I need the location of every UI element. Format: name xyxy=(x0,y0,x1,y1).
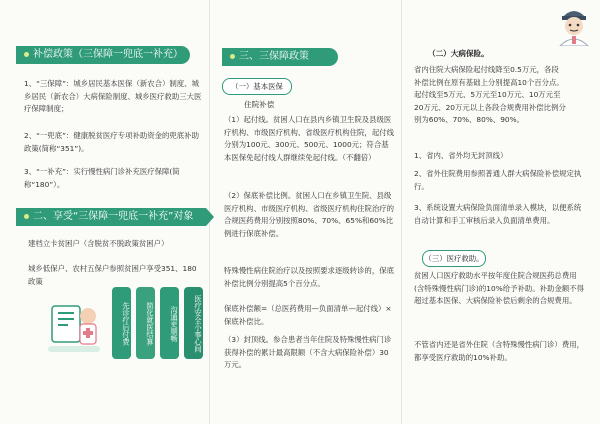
feature-tile: 医疗安全小事心间 xyxy=(184,287,203,359)
section-banner-policy xyxy=(16,46,190,64)
paragraph: 不管省内还是省外住院（含特殊慢性病门诊）费用，都享受医疗救助的10%补助。 xyxy=(414,340,584,362)
paragraph: 3、系统设置大病保险负面清单录入模块，以便系统自动计算和手工审核后录入负面清单费用。 xyxy=(414,203,582,225)
feature-tile: 简化就医结算 xyxy=(136,287,155,359)
column-left xyxy=(20,0,206,424)
subsection-tag xyxy=(422,250,486,267)
subsection-tag-label: （三）医疗救助。 xyxy=(424,254,484,263)
paragraph: 保底补偿额=（总医药费用—负面清单—起付线）×保底补偿比。 xyxy=(224,304,392,326)
paragraph: （2）保底补偿比例。贫困人口在乡镇卫生院、县级医疗机构、市级医疗机构、省级医疗机构住院治疗的合规医药费用分别按照80%、70%、65%和60%比例进行保底补偿。 xyxy=(224,191,394,238)
bullet-icon xyxy=(24,52,29,57)
paragraph: 城乡低保户、农村五保户参照贫困户享受351、180政策 xyxy=(28,264,197,286)
bullet-icon xyxy=(230,54,235,59)
banner-title: 二、享受“三保障一兜底一补充”对象 xyxy=(33,211,194,222)
bullet-icon xyxy=(24,214,29,219)
paragraph: （1）起付线。贫困人口在县内乡镇卫生院及县级医疗机构、市级医疗机构、省级医疗机构住院，起付线分别为100元、300元、500元、1000元；符合基本医保免起付线人群继续免起付线。（不翻倍） xyxy=(224,115,394,162)
paragraph: 特殊慢性病住院治疗以及按照要求逐级转诊的，保底补偿比例分别提高5个百分点。 xyxy=(224,266,394,288)
paragraph: 1、省内、省外均无封顶线） xyxy=(414,151,508,160)
paragraph: 2、省外住院费用参照普通人群大病保险补偿规定执行。 xyxy=(414,169,582,191)
subsection-tag-label: （一）基本医保 xyxy=(231,82,283,91)
column-middle xyxy=(222,0,394,424)
banner-title: 补偿政策（三保障一兜底一补充） xyxy=(33,49,183,60)
feature-tile: 先诊疗后付费 xyxy=(112,287,131,359)
section-banner-target xyxy=(16,208,206,226)
subheading: （二）大病保险。 xyxy=(428,49,489,58)
paragraph: 1、“三保障”：城乡居民基本医保（新农合）制度、城乡居民（新农合）大病保险制度、城乡医疗救助三大医疗保障制度； xyxy=(24,79,202,113)
paragraph: 2、“一兜底”：健康脱贫医疗专项补助资金的兜底补助政策(简称“351”)。 xyxy=(24,131,199,153)
paragraph: （3）封顶线。参合患者当年住院及特殊慢性病门诊获得补偿的累计最高限额（不含大病保险补偿）30万元。 xyxy=(224,335,392,369)
subheading: 住院补偿 xyxy=(244,100,275,109)
paragraph: 建档立卡贫困户（含脱贫不脱政策贫困户） xyxy=(28,239,169,248)
feature-tiles xyxy=(112,287,204,359)
fold-line xyxy=(401,0,402,424)
paragraph: 省内住院大病保险起付线降至0.5万元，各段补偿比例在原有基础上分别提高10个百分点。起付线至5万元、5万元至10万元、10万元至20万元、20万元以上各段合规费用补偿比例分别为60%、70%、80%、90%。 xyxy=(414,65,566,124)
feature-tile: 沟通更顺畅 xyxy=(160,287,179,359)
subsection-tag xyxy=(222,78,292,95)
paragraph: 3、“一补充”：实行慢性病门诊补充医疗保障(简称“180”）。 xyxy=(24,167,180,189)
section-banner-three xyxy=(222,48,338,66)
medical-illustration-icon xyxy=(44,296,106,358)
banner-arrow xyxy=(206,208,214,226)
column-right xyxy=(408,0,588,424)
banner-title: 三、三保障政策 xyxy=(239,51,309,62)
paragraph: 贫困人口医疗救助水平按年度住院合规医药总费用(含特殊慢性病门诊)的10%给予补助。补助金额不得超过基本医保、大病保险补偿后剩余的合规费用。 xyxy=(414,271,585,305)
doctor-mascot-icon xyxy=(552,2,596,46)
